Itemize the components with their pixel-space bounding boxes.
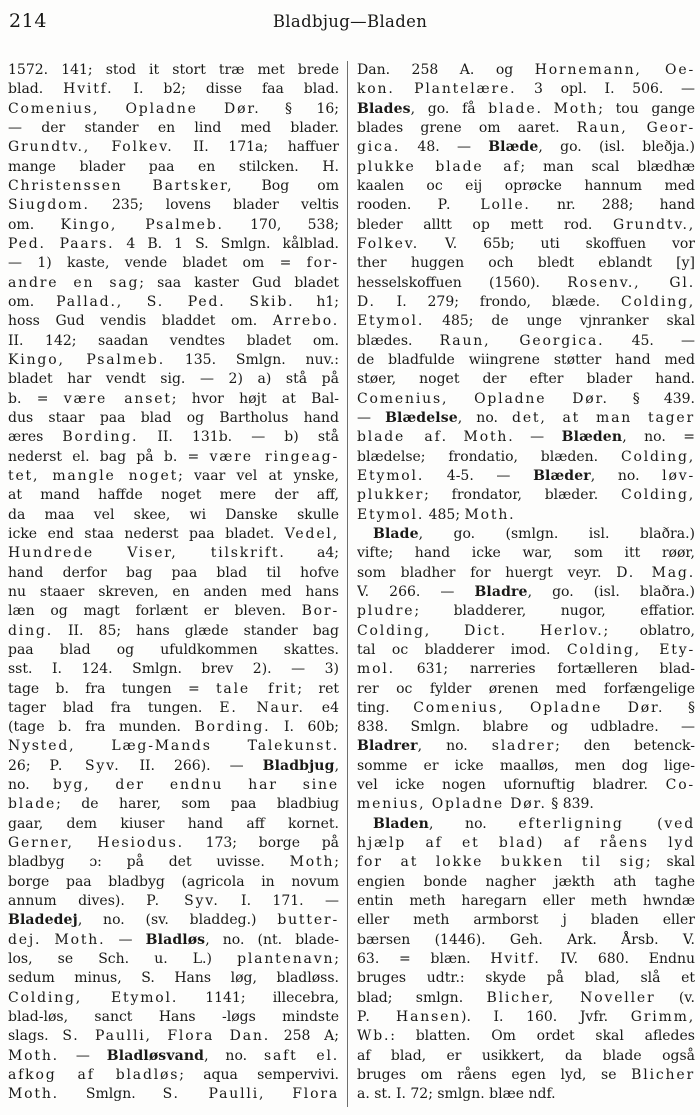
letterspaced-text: for at lokke bukken til sig bbox=[357, 854, 646, 871]
text-line: (tage b. fra munden. Bording. I. 60b; bbox=[8, 719, 339, 736]
text-line: bladet har vendt sig. — 2) a) stå på bbox=[8, 371, 339, 388]
text-line: Comenius, Opladne Dør. § 439. bbox=[357, 390, 695, 407]
letterspaced-text: pludre bbox=[357, 603, 415, 620]
letterspaced-text: Christenssen Bartsker, bbox=[8, 177, 234, 194]
text-line: tage b. fra tungen = tale frit; ret bbox=[8, 680, 339, 697]
text-line: borge paa bladbyg (agricola in novum bbox=[8, 873, 339, 890]
letterspaced-text: tet, mangle noget bbox=[8, 467, 179, 484]
text-line: Christenssen Bartsker, Bog om bbox=[8, 177, 339, 194]
text-line: pludre; bladderer, nugor, effatior. bbox=[357, 603, 695, 620]
left-column bbox=[8, 61, 339, 1105]
text-line: gica. 48. — Blæde, go. (isl. bleðja.) bbox=[357, 139, 695, 156]
letterspaced-text: Grundtv., bbox=[612, 216, 695, 233]
letterspaced-text: Wb. bbox=[357, 1028, 391, 1045]
text-line: de bladfulde wiingrene støtter hand med bbox=[357, 351, 695, 368]
text-line: blad. Hvitf. I. b2; disse faa blad. bbox=[8, 81, 339, 98]
letterspaced-text: S. Paulli, Flora Dan. bbox=[62, 1028, 270, 1045]
text-line: mol. 631; narreries fortælleren blad- bbox=[357, 661, 695, 678]
letterspaced-text: mol. bbox=[357, 661, 395, 678]
letterspaced-text: Hvitf. bbox=[63, 81, 114, 98]
text-line: Moth. Smlgn. S. Paulli, Flora bbox=[8, 1086, 339, 1103]
letterspaced-text: Etymol. bbox=[357, 467, 425, 484]
text-line: Bladrer, no. sladrer; den betenck- bbox=[357, 738, 695, 755]
headword: Blade bbox=[373, 525, 419, 542]
letterspaced-text: Kingo, Psalmeb. bbox=[60, 216, 224, 233]
text-line: hand derfor bag paa blad til hofve bbox=[8, 564, 339, 581]
text-line: rooden. P. Lolle. nr. 288; hand bbox=[357, 197, 695, 214]
letterspaced-text: det, at man tager bbox=[512, 409, 695, 426]
page-header bbox=[0, 10, 700, 36]
text-line: bladbyg ɔ: på det uvisse. Moth; bbox=[8, 854, 339, 871]
text-line: støer, noget der efter blader hand. bbox=[357, 371, 695, 388]
letterspaced-text: D. bbox=[357, 293, 376, 310]
headword: Bladre bbox=[474, 583, 528, 600]
text-line: bruges udtr.: skyde på blad, slå et bbox=[357, 970, 695, 987]
letterspaced-text: Bording. bbox=[194, 719, 271, 736]
letterspaced-text: Colding, bbox=[620, 487, 695, 504]
letterspaced-text: sladrer bbox=[491, 738, 556, 755]
letterspaced-text: Nysted, Læg-Mands Talekunst. bbox=[8, 738, 339, 755]
letterspaced-text: Hornemann, Oe- bbox=[534, 62, 695, 78]
letterspaced-text: Bor- bbox=[301, 603, 339, 620]
text-line: Grundtv., Folkev. II. 171a; haffuer bbox=[8, 139, 339, 156]
text-line: Moth. — Bladløsvand, no. saft el. bbox=[8, 1047, 339, 1064]
text-line: II. 142; saadan vendtes bladet om. bbox=[8, 332, 339, 349]
text-line: blade af. Moth. — Blæden, no. = bbox=[357, 429, 695, 446]
letterspaced-text: plukke blade af bbox=[357, 158, 521, 175]
letterspaced-text: Colding, Dict. Herlov. bbox=[357, 622, 604, 639]
page-number: 214 bbox=[9, 10, 47, 32]
text-line: nederst el. bag på b. = være ringeag- bbox=[8, 448, 339, 465]
letterspaced-text: Rosenv., Gl. bbox=[567, 274, 695, 291]
letterspaced-text: Grundtv., Folkev. bbox=[8, 139, 174, 156]
text-line: dej. Moth. — Bladløs, no. (nt. blade- bbox=[8, 931, 339, 948]
text-line: Bladen, no. efterligning (ved bbox=[373, 815, 695, 832]
letterspaced-text: Raun, Geor- bbox=[576, 119, 695, 136]
letterspaced-text: Comenius, Opladne Dør. bbox=[8, 100, 261, 117]
text-line: 1572. 141; stod it stort træ met brede bbox=[8, 62, 339, 78]
letterspaced-text: dej. bbox=[8, 931, 42, 948]
letterspaced-text: Moth bbox=[553, 100, 599, 117]
letterspaced-text: løv- bbox=[662, 467, 695, 484]
text-line: 63. = blæn. Hvitf. IV. 680. Endnu bbox=[357, 951, 695, 968]
text-line: Wb.: blatten. Om ordet skal afledes bbox=[357, 1028, 695, 1045]
text-line: at mand haffde noget mere der aff, bbox=[8, 487, 339, 504]
text-line: blædelse; frondatio, blæden. Colding, bbox=[357, 448, 695, 465]
letterspaced-text: Moth bbox=[464, 506, 510, 523]
text-line: vel icke nogen ufornuftig bladrer. Co- bbox=[357, 777, 695, 794]
text-line: icke end staa nederst paa bladet. Vedel, bbox=[8, 525, 339, 542]
headword: Blæden bbox=[561, 429, 623, 446]
text-line: Comenius, Opladne Dør. § 16; bbox=[8, 100, 339, 117]
letterspaced-text: Comenius, Opladne Dør. bbox=[357, 390, 609, 407]
letterspaced-text: Moth. bbox=[8, 1047, 59, 1064]
headword: Bladløs bbox=[145, 931, 206, 948]
text-line: da maa vel skee, wi Danske skulle bbox=[8, 506, 339, 523]
letterspaced-text: Flora bbox=[292, 1086, 339, 1103]
text-line: læn og magt forlænt er bleven. Bor- bbox=[8, 603, 339, 620]
letterspaced-text: for- bbox=[306, 255, 339, 272]
text-line: Etymol. 485; Moth. bbox=[357, 506, 514, 523]
letterspaced-text: Pallad., S. Ped. Skib. bbox=[56, 293, 295, 310]
letterspaced-text: Raun, Georgica. bbox=[439, 332, 605, 349]
text-line: Bladedej, no. (sv. bladdeg.) butter- bbox=[8, 912, 339, 929]
letterspaced-text: Blicher bbox=[631, 1067, 695, 1084]
text-line: somme er icke maalløs, men dog lige- bbox=[357, 757, 695, 774]
text-columns bbox=[8, 61, 698, 1109]
text-line: annum dives). P. Syv. I. 171. — bbox=[8, 893, 339, 910]
text-line: engien bonde nagher jækth ath taghe bbox=[357, 873, 695, 890]
text-line: bleder alltt op mett rod. Grundtv., bbox=[357, 216, 695, 233]
text-line: kaalen oc eij oprøcke hannum med bbox=[357, 177, 695, 194]
letterspaced-text: Colding, bbox=[620, 293, 695, 310]
text-line: Gerner, Hesiodus. 173; borge på bbox=[8, 835, 339, 852]
text-line: blad; smlgn. Blicher, Noveller (v. bbox=[357, 989, 695, 1006]
letterspaced-text: Gerner, Hesiodus. bbox=[8, 835, 184, 852]
letterspaced-text: D. Mag. bbox=[616, 564, 695, 581]
text-line: mange blader paa en stilcken. H. bbox=[8, 158, 339, 175]
text-line: entin meth haregarn eller meth hwndæ bbox=[357, 893, 695, 910]
text-line: 838. Smlgn. blabre og udbladre. — bbox=[357, 719, 695, 736]
text-line: sedum minus, S. Hans løg, bladløss. bbox=[8, 970, 339, 987]
letterspaced-text: gica. bbox=[357, 139, 401, 156]
text-line: menius, Opladne Dør. § 839. bbox=[357, 796, 594, 813]
letterspaced-text: andre en sag bbox=[8, 274, 140, 291]
headword: Blades bbox=[357, 100, 411, 117]
letterspaced-text: Moth bbox=[289, 854, 335, 871]
text-line: gaar, dem kiuser hand aff kornet. bbox=[8, 815, 339, 832]
text-line: bruges om råens egen lyd, se Blicher bbox=[357, 1067, 695, 1084]
text-line: for at lokke bukken til sig; skal bbox=[357, 854, 695, 871]
letterspaced-text: Grimm, bbox=[630, 1009, 695, 1026]
headword: Bladen bbox=[373, 815, 429, 832]
letterspaced-text: Bording. bbox=[62, 429, 139, 446]
text-line: blades grene om aaret. Raun, Geor- bbox=[357, 119, 695, 136]
text-line: Dan. 258 A. og Hornemann, Oe- bbox=[357, 62, 695, 78]
letterspaced-text: Hundrede Viser, tilskrift. bbox=[8, 545, 286, 562]
text-line: æres Bording. II. 131b. — b) stå bbox=[8, 429, 339, 446]
text-line: paa blad og ufuldkommen skattes. bbox=[8, 641, 339, 658]
headword: Bladrer bbox=[357, 738, 418, 755]
text-line: kon. Plantelære. 3 opl. I. 506. — bbox=[357, 81, 695, 98]
letterspaced-text: være anset bbox=[63, 390, 172, 407]
letterspaced-text: kon. Plantelære. bbox=[357, 81, 517, 98]
text-line: eller meth armborst j bladen eller bbox=[357, 912, 695, 929]
text-line: D. I. 279; frondo, blæde. Colding, bbox=[357, 293, 695, 310]
letterspaced-text: Co- bbox=[665, 777, 695, 794]
headword: Blæde bbox=[488, 139, 539, 156]
text-line: hoss Gud vendis bladdet om. Arrebo. bbox=[8, 313, 339, 330]
letterspaced-text: Ped. Paars. bbox=[8, 235, 115, 252]
letterspaced-text: efterligning (ved bbox=[518, 815, 695, 832]
letterspaced-text: P. Lolle. bbox=[437, 197, 531, 214]
letterspaced-text: tale frit bbox=[215, 680, 298, 697]
headword: Bladedej bbox=[8, 912, 78, 929]
letterspaced-text: Blicher, Noveller bbox=[486, 989, 656, 1006]
letterspaced-text: ding. bbox=[8, 622, 53, 639]
text-line: Folkev. V. 65b; uti skoffuen vor bbox=[357, 235, 695, 252]
letterspaced-text: butter- bbox=[277, 912, 339, 929]
letterspaced-text: blade af bbox=[357, 429, 442, 446]
text-line: om. Pallad., S. Ped. Skib. h1; bbox=[8, 293, 339, 310]
text-line: b. = være anset; hvor højt at Bal- bbox=[8, 390, 339, 407]
text-line: om. Kingo, Psalmeb. 170, 538; bbox=[8, 216, 339, 233]
letterspaced-text: saft el. bbox=[263, 1047, 339, 1064]
letterspaced-text: Colding, Ety- bbox=[566, 641, 695, 658]
text-line: Ped. Paars. 4 B. 1 S. Smlgn. kålblad. bbox=[8, 235, 339, 252]
letterspaced-text: Folkev. bbox=[357, 235, 420, 252]
text-line: slags. S. Paulli, Flora Dan. 258 A; bbox=[8, 1028, 339, 1045]
text-line: tal oc bladderer imod. Colding, Ety- bbox=[357, 641, 695, 658]
letterspaced-text: blade bbox=[8, 796, 57, 813]
text-line: Kingo, Psalmeb. 135. Smlgn. nuv.: bbox=[8, 351, 339, 368]
headword: Bladløsvand bbox=[106, 1047, 205, 1064]
column-divider-rule bbox=[347, 61, 348, 1107]
text-line: a. st. I. 72; smlgn. blæe ndf. bbox=[357, 1086, 556, 1103]
text-line: — der stander en lind med blader. bbox=[8, 119, 339, 136]
letterspaced-text: E. Naur. bbox=[219, 699, 305, 716]
running-title: Bladbjug—Bladen bbox=[272, 12, 428, 31]
letterspaced-text: afkog af bladløs bbox=[8, 1067, 180, 1084]
text-line: Blade, go. (smlgn. isl. blaðra.) bbox=[373, 525, 695, 542]
letterspaced-text: plantenavn bbox=[237, 951, 335, 968]
letterspaced-text: hjælp af et blad) af råens lyd bbox=[357, 835, 695, 852]
letterspaced-text: plukker bbox=[357, 487, 425, 504]
text-line: afkog af bladløs; aqua sempervivi. bbox=[8, 1067, 339, 1084]
letterspaced-text: Kingo, Psalmeb. bbox=[8, 351, 165, 368]
letterspaced-text: Moth bbox=[463, 429, 509, 446]
text-line bbox=[8, 737, 339, 756]
text-line: P. Hansen). I. 160. Jvfr. Grimm, bbox=[357, 1009, 695, 1026]
letterspaced-text: Moth. bbox=[54, 931, 106, 948]
letterspaced-text: P. Hansen bbox=[357, 1009, 462, 1026]
text-line: rer oc fylder ørenen med forfængelige bbox=[357, 680, 695, 697]
text-line: blad-løs, sanct Hans -løgs mindste bbox=[8, 1009, 339, 1026]
text-line: tet, mangle noget; vaar vel at ynske, bbox=[8, 467, 339, 484]
text-line: Siugdom. 235; lovens blader veltis bbox=[8, 197, 339, 214]
letterspaced-text: menius, Opladne Dør. bbox=[357, 796, 547, 813]
letterspaced-text: Vedel, bbox=[284, 525, 339, 542]
text-line: plukker; frondator, blæder. Colding, bbox=[357, 487, 695, 504]
text-line: hesselskoffuen (1560). Rosenv., Gl. bbox=[357, 274, 695, 291]
letterspaced-text: være ringeag- bbox=[209, 448, 339, 465]
text-line: ding. II. 85; hans glæde stander bag bbox=[8, 622, 339, 639]
text-line: Etymol. 4-5. — Blæder, no. løv- bbox=[357, 467, 695, 484]
text-line: los, se Sch. u. L.) plantenavn; bbox=[8, 951, 339, 968]
right-column bbox=[357, 61, 695, 1105]
text-line: bærsen (1446). Geh. Ark. Årsb. V. bbox=[357, 931, 695, 948]
letterspaced-text: Etymol. bbox=[357, 506, 425, 523]
text-line: af blad, er usikkert, da blade også bbox=[357, 1047, 695, 1064]
headword: Blæder bbox=[533, 467, 591, 484]
letterspaced-text: Arrebo. bbox=[272, 313, 339, 330]
letterspaced-text: Colding, bbox=[620, 448, 695, 465]
text-line: ting. Comenius, Opladne Dør. § bbox=[357, 699, 695, 716]
text-line: ther huggen och bledt eblandt [y] bbox=[357, 255, 695, 272]
headword: Blædelse bbox=[385, 409, 458, 426]
text-line: blade; de harer, som paa bladbiug bbox=[8, 796, 339, 813]
text-line: Blades, go. få blade. Moth; tou gange bbox=[357, 100, 695, 117]
text-line bbox=[357, 834, 695, 853]
text-line: Colding, Dict. Herlov.; oblatro, bbox=[357, 622, 695, 639]
text-line: Colding, Etymol. 1141; illecebra, bbox=[8, 989, 339, 1006]
text-line: — 1) kaste, vende bladet om = for- bbox=[8, 255, 339, 272]
text-line: andre en sag; saa kaster Gud bladet bbox=[8, 274, 339, 291]
letterspaced-text: Siugdom. bbox=[8, 197, 90, 214]
text-line: nu staaer skreven, en anden med hans bbox=[8, 583, 339, 600]
letterspaced-text: Moth. bbox=[8, 1086, 59, 1103]
letterspaced-text: byg, der endnu har sine bbox=[52, 777, 339, 794]
headword: Bladbjug bbox=[262, 757, 335, 774]
text-line: — Blædelse, no. det, at man tager bbox=[357, 409, 695, 426]
letterspaced-text: Colding, Etymol. bbox=[8, 989, 179, 1006]
letterspaced-text: Etymol. bbox=[357, 313, 425, 330]
text-line: Hundrede Viser, tilskrift. a4; bbox=[8, 545, 339, 562]
letterspaced-text: P. Syv. bbox=[49, 757, 121, 774]
letterspaced-text: Hvitf. bbox=[490, 951, 541, 968]
text-line: plukke blade af; man scal blædhæ bbox=[357, 158, 695, 175]
text-line: tager blad fra tungen. E. Naur. e4 bbox=[8, 699, 339, 716]
letterspaced-text: Comenius, Opladne Dør. bbox=[413, 699, 665, 716]
text-line: sst. I. 124. Smlgn. brev 2). — 3) bbox=[8, 661, 339, 678]
text-line: no. byg, der endnu har sine bbox=[8, 777, 339, 794]
text-line: dus staar paa blad og Bartholus hand bbox=[8, 409, 339, 426]
text-line: V. 266. — Bladre, go. (isl. blaðra.) bbox=[357, 583, 695, 600]
letterspaced-text: blade bbox=[488, 100, 537, 117]
letterspaced-text: S. Paulli, bbox=[162, 1086, 266, 1103]
text-line: vifte; hand icke war, som itt røør, bbox=[357, 545, 695, 562]
letterspaced-text: P. Syv. bbox=[146, 893, 220, 910]
text-line: 26; P. Syv. II. 266). — Bladbjug, bbox=[8, 757, 339, 774]
text-line: Etymol. 485; de unge vjnranker skal bbox=[357, 313, 695, 330]
text-line: som bladher for huergt veyr. D. Mag. bbox=[357, 564, 695, 581]
text-line: blædes. Raun, Georgica. 45. — bbox=[357, 332, 695, 349]
